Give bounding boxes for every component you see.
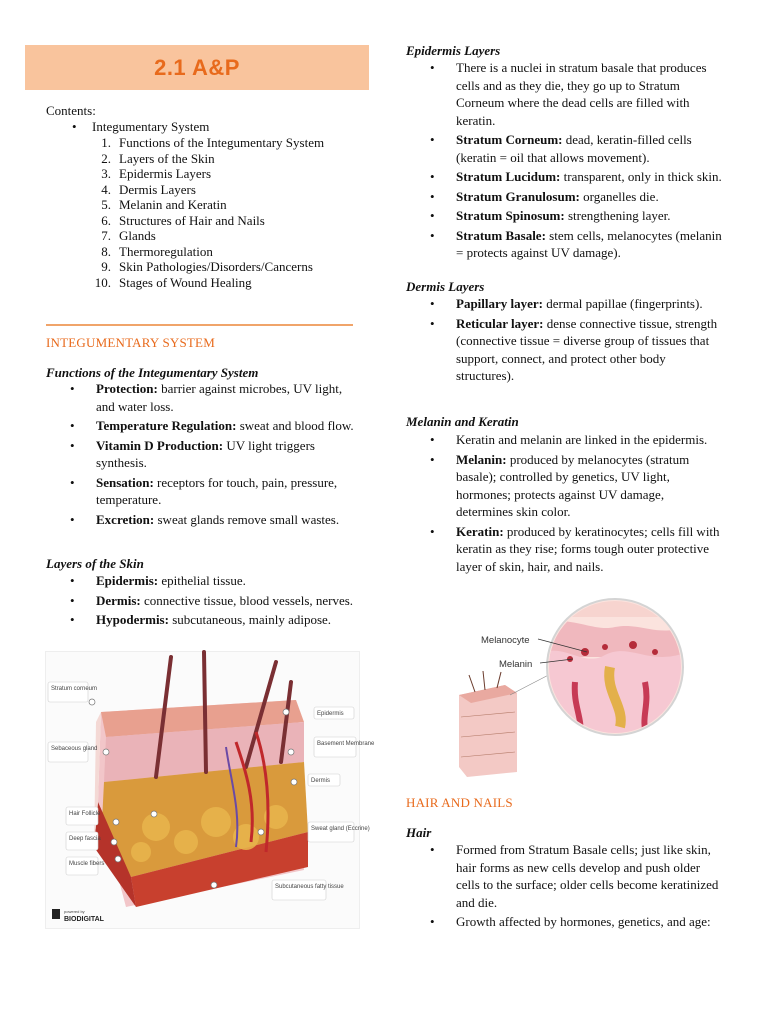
contents-item-number: 2. bbox=[101, 150, 111, 166]
list-item-description: connective tissue, blood vessels, nerves. bbox=[140, 592, 354, 608]
bullet bbox=[46, 474, 96, 509]
contents-item-number: 5. bbox=[101, 197, 111, 212]
label-stratum-corneum: Stratum corneum bbox=[51, 686, 98, 692]
list-item-term: Melanin: bbox=[456, 451, 507, 467]
contents-item-text: Stages of Wound Healing bbox=[119, 274, 252, 290]
label-hair-follicle: Hair Follicle bbox=[69, 811, 101, 817]
functions-list bbox=[46, 380, 362, 530]
contents-item-number: 9. bbox=[101, 259, 111, 274]
list-item-description: sweat and blood flow. bbox=[236, 418, 354, 433]
contents-item-number: 7. bbox=[101, 228, 111, 243]
contents-item bbox=[72, 213, 362, 229]
credit-small: powered by bbox=[64, 909, 85, 914]
title-banner bbox=[25, 45, 369, 90]
list-item-term: Keratin: bbox=[456, 523, 504, 539]
list-item bbox=[406, 188, 724, 206]
bullet bbox=[46, 437, 96, 472]
list-item-text bbox=[456, 913, 724, 931]
label-subcutaneous: Subcutaneous fatty tissue bbox=[275, 884, 344, 890]
list-item-text bbox=[96, 572, 362, 590]
list-item-description: Formed from Stratum Basale cells; just like skin, hair forms as new cells develop and push older cells to the surface; older cells become keratinized and die. bbox=[456, 842, 719, 910]
bullet bbox=[406, 295, 456, 313]
bullet bbox=[46, 417, 96, 435]
subheading-hair: Hair bbox=[406, 825, 432, 840]
bullet bbox=[406, 315, 456, 385]
list-item-description: dense connective tissue, strength (connective tissue = diverse group of tissues that support, connect, and protect other body structures). bbox=[456, 315, 718, 383]
list-item bbox=[406, 523, 724, 576]
label-sebaceous-gland: Sebaceous gland bbox=[51, 746, 98, 752]
bullet bbox=[406, 131, 456, 166]
label-melanin: Melanin bbox=[499, 659, 533, 670]
list-item-description: produced by melanocytes (stratum basale); controlled by genetics, UV light, hormones; protects against UV damage, determines skin color. bbox=[456, 451, 690, 519]
contents-item-number: 3. bbox=[101, 166, 111, 181]
label-epidermis: Epidermis bbox=[317, 711, 344, 717]
list-item-text bbox=[96, 437, 362, 472]
melanin-keratin-list bbox=[406, 431, 724, 577]
list-item-term: Dermis: bbox=[96, 592, 141, 608]
list-item bbox=[406, 451, 724, 521]
contents-item-text: Melanin and Keratin bbox=[119, 197, 227, 212]
list-item-term: Stratum Granulosum: bbox=[456, 188, 580, 204]
list-item-text bbox=[456, 431, 724, 449]
list-item-description: receptors for touch, pain, pressure, temperature. bbox=[96, 474, 338, 507]
bullet bbox=[406, 841, 456, 911]
list-item-text bbox=[96, 417, 362, 435]
list-item-term: Vitamin D Production: bbox=[96, 437, 224, 453]
list-item-text bbox=[96, 611, 362, 629]
contents-label: Contents: bbox=[46, 103, 96, 118]
list-item-text bbox=[456, 315, 724, 385]
list-item-term: Stratum Basale: bbox=[456, 227, 546, 243]
list-item bbox=[46, 474, 362, 509]
contents-numbered-list bbox=[72, 135, 362, 290]
label-basement-membrane: Basement Membrane bbox=[317, 741, 375, 747]
list-item bbox=[46, 437, 362, 472]
list-item bbox=[406, 295, 724, 313]
contents-item bbox=[72, 244, 362, 260]
list-item bbox=[406, 168, 724, 186]
list-item bbox=[46, 611, 362, 629]
list-item-text bbox=[96, 592, 362, 610]
list-item-text bbox=[456, 131, 724, 166]
bullet bbox=[406, 188, 456, 206]
section-divider bbox=[46, 324, 353, 326]
list-item-text bbox=[96, 474, 362, 509]
hair-list bbox=[406, 841, 724, 933]
credit-biodigital: BIODIGITAL bbox=[64, 916, 104, 923]
list-item-term: Epidermis: bbox=[96, 573, 159, 588]
contents-item-text: Epidermis Layers bbox=[119, 166, 212, 181]
bullet bbox=[46, 611, 96, 629]
list-item bbox=[406, 315, 724, 385]
list-item-description: sweat glands remove small wastes. bbox=[154, 511, 340, 527]
list-item-term: Papillary layer: bbox=[456, 296, 544, 311]
page-title: 2.1 A&P bbox=[154, 54, 240, 80]
list-item-term: Sensation: bbox=[96, 474, 154, 490]
label-sweat-gland: Sweat gland (Eccrine) bbox=[311, 826, 370, 832]
list-item bbox=[406, 227, 724, 262]
skin-cross-section-figure bbox=[45, 651, 375, 929]
contents-item-number: 10. bbox=[94, 274, 111, 290]
bullet bbox=[406, 913, 456, 931]
list-item bbox=[46, 592, 362, 610]
list-item-description: Keratin and melanin are linked in the epidermis. bbox=[456, 432, 708, 447]
list-item-term: Stratum Spinosum: bbox=[456, 208, 565, 223]
section-heading-integumentary: INTEGUMENTARY SYSTEM bbox=[46, 335, 215, 350]
list-item-description: stem cells, melanocytes (melanin = protects against UV damage). bbox=[456, 227, 722, 260]
melanin-diagram bbox=[455, 597, 695, 779]
bullet bbox=[46, 511, 96, 529]
contents-top-label: Integumentary System bbox=[92, 119, 210, 134]
list-item-term: Temperature Regulation: bbox=[96, 418, 237, 433]
bullet bbox=[406, 207, 456, 225]
contents-item-text: Thermoregulation bbox=[119, 243, 213, 259]
contents-top-item bbox=[72, 119, 362, 135]
skin-diagram bbox=[46, 652, 375, 928]
contents-item-text: Structures of Hair and Nails bbox=[119, 212, 265, 228]
list-item-description: epithelial tissue. bbox=[158, 573, 246, 588]
contents-item bbox=[72, 228, 362, 244]
subheading-melanin-keratin: Melanin and Keratin bbox=[406, 414, 519, 429]
contents-item bbox=[72, 166, 362, 182]
list-item-text bbox=[456, 227, 724, 262]
list-item-description: transparent, only in thick skin. bbox=[560, 169, 722, 184]
list-item bbox=[406, 841, 724, 911]
contents-item bbox=[72, 182, 362, 198]
subheading-epidermis-layers: Epidermis Layers bbox=[406, 43, 501, 58]
epidermis-list bbox=[406, 59, 724, 264]
list-item-term: Protection: bbox=[96, 381, 158, 396]
bullet bbox=[406, 523, 456, 576]
list-item-description: barrier against microbes, UV light, and water loss. bbox=[96, 381, 343, 414]
bullet bbox=[46, 592, 96, 610]
bullet bbox=[406, 227, 456, 262]
contents-item-number: 1. bbox=[101, 135, 111, 150]
contents-item-text: Layers of the Skin bbox=[119, 150, 215, 166]
contents-item-number: 8. bbox=[101, 243, 111, 259]
list-item-description: strengthening layer. bbox=[564, 208, 671, 223]
list-item-description: dead, keratin-filled cells (keratin = oil that allows movement). bbox=[456, 132, 692, 165]
contents-item bbox=[72, 275, 362, 291]
list-item-text bbox=[456, 59, 724, 129]
bullet bbox=[46, 380, 96, 415]
list-item-text bbox=[456, 523, 724, 576]
list-item-term: Reticular layer: bbox=[456, 315, 544, 331]
label-dermis: Dermis bbox=[311, 778, 330, 784]
melanin-figure bbox=[455, 597, 695, 779]
bullet bbox=[72, 119, 92, 135]
layers-list bbox=[46, 572, 362, 631]
list-item-text bbox=[456, 188, 724, 206]
contents-item bbox=[72, 151, 362, 167]
subheading-layers: Layers of the Skin bbox=[46, 556, 144, 571]
list-item-text bbox=[456, 841, 724, 911]
bullet bbox=[406, 59, 456, 129]
contents-item-number: 6. bbox=[101, 212, 111, 228]
list-item bbox=[406, 131, 724, 166]
bullet bbox=[406, 168, 456, 186]
subheading-functions: Functions of the Integumentary System bbox=[46, 365, 259, 380]
list-item-description: There is a nuclei in stratum basale that produces cells and as they die, they go up to Stratum Corneum where the dead cells are filled with keratin. bbox=[456, 60, 707, 128]
list-item-description: dermal papillae (fingerprints). bbox=[543, 296, 703, 311]
list-item bbox=[46, 380, 362, 415]
label-muscle-fibers: Muscle fibers bbox=[69, 861, 105, 867]
list-item-description: organelles die. bbox=[579, 188, 659, 204]
contents-item-text: Dermis Layers bbox=[119, 181, 196, 197]
contents-item-text: Functions of the Integumentary System bbox=[119, 135, 325, 150]
list-item-text bbox=[456, 207, 724, 225]
subheading-dermis-layers: Dermis Layers bbox=[406, 279, 485, 294]
list-item-term: Hypodermis: bbox=[96, 612, 169, 627]
list-item-text bbox=[456, 168, 724, 186]
bullet bbox=[406, 451, 456, 521]
list-item bbox=[406, 913, 724, 931]
list-item-term: Stratum Corneum: bbox=[456, 132, 563, 147]
list-item-term: Excretion: bbox=[96, 511, 155, 527]
list-item-text bbox=[96, 380, 362, 415]
list-item-description: Growth affected by hormones, genetics, and age: bbox=[456, 914, 711, 929]
contents-item-number: 4. bbox=[101, 181, 111, 197]
bullet bbox=[46, 572, 96, 590]
list-item-description: UV light triggers synthesis. bbox=[96, 437, 315, 470]
section-heading-hair-nails: HAIR AND NAILS bbox=[406, 795, 513, 810]
list-item bbox=[406, 59, 724, 129]
label-deep-fascia: Deep fascia bbox=[69, 836, 101, 842]
contents-item-text: Skin Pathologies/Disorders/Cancerns bbox=[119, 259, 313, 274]
contents-item bbox=[72, 197, 362, 213]
contents-item bbox=[72, 135, 362, 151]
bullet bbox=[406, 431, 456, 449]
list-item-text bbox=[456, 295, 724, 313]
list-item bbox=[46, 417, 362, 435]
list-item-text bbox=[456, 451, 724, 521]
list-item-description: subcutaneous, mainly adipose. bbox=[168, 612, 332, 627]
dermis-list bbox=[406, 295, 724, 387]
list-item-description: produced by keratinocytes; cells fill with keratin as they rise; forms tough outer protective layer of skin, hair, and nails. bbox=[456, 523, 720, 574]
list-item bbox=[46, 511, 362, 529]
label-melanocyte: Melanocyte bbox=[481, 635, 530, 646]
list-item-term: Stratum Lucidum: bbox=[456, 169, 561, 184]
contents-item-text: Glands bbox=[119, 228, 156, 243]
list-item bbox=[46, 572, 362, 590]
list-item bbox=[406, 431, 724, 449]
contents-item bbox=[72, 259, 362, 275]
list-item-text bbox=[96, 511, 362, 529]
contents-list bbox=[72, 119, 362, 290]
list-item bbox=[406, 207, 724, 225]
